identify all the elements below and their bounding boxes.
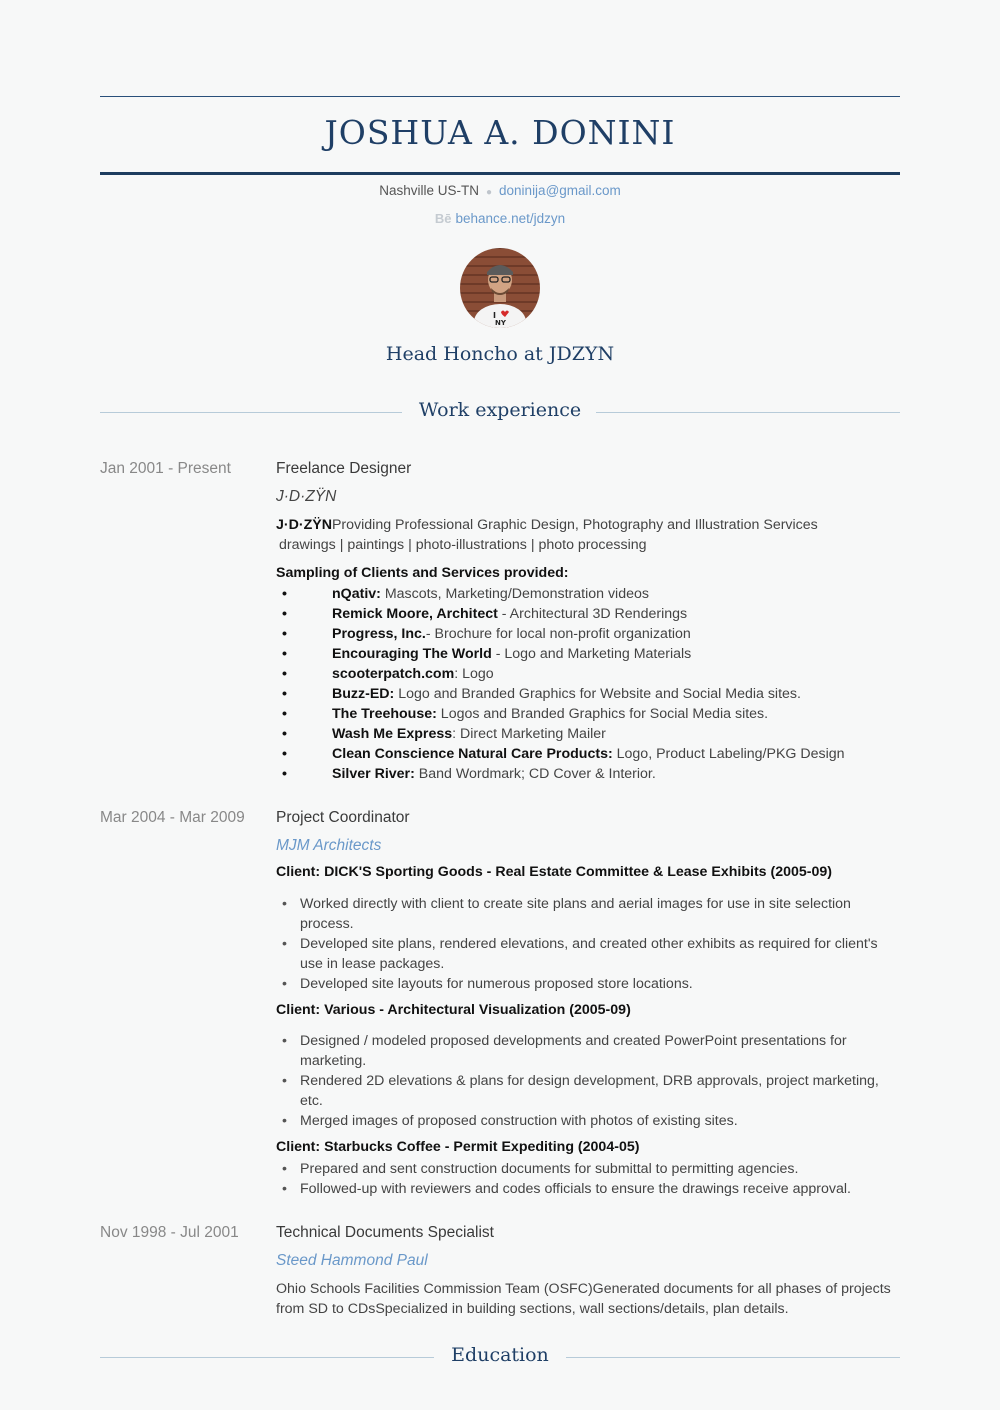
list-item (276, 764, 900, 784)
client-desc: Logos and Branded Graphics for Social Media sites. (436, 706, 769, 722)
intro-text: Providing Professional Graphic Design, Photography and Illustration Services (331, 517, 818, 533)
bullet-list (276, 1159, 900, 1199)
client-name: Buzz-ED: (332, 686, 395, 702)
email-link[interactable]: doninija@gmail.com (499, 183, 621, 198)
client-desc: Logo and Branded Graphics for Website and Social Media sites. (394, 686, 801, 702)
list-item (276, 624, 900, 644)
client-desc: - Architectural 3D Renderings (497, 606, 688, 622)
job-date: Mar 2004 - Mar 2009 (100, 809, 245, 826)
client-name: Clean Conscience Natural Care Products: (332, 746, 613, 762)
list-item (276, 684, 900, 704)
client-name: Wash Me Express (332, 726, 453, 742)
client-name: Silver River: (332, 766, 415, 782)
section-rule-right (596, 412, 900, 413)
job-company: J·D·ZŸN (276, 488, 337, 505)
client-desc: Logo, Product Labeling/PKG Design (612, 746, 845, 762)
list-item (276, 664, 900, 684)
client-desc: Band Wordmark; CD Cover & Interior. (414, 766, 656, 782)
behance-line (0, 211, 1000, 226)
list-item: • Rendered 2D elevations & plans for design development, DRB approvals, project marketing, etc. (276, 1071, 900, 1111)
svg-text:I: I (493, 311, 496, 320)
job-title: Project Coordinator (276, 809, 410, 826)
client-desc: - Logo and Marketing Materials (491, 646, 692, 662)
behance-link[interactable]: behance.net/jdzyn (455, 211, 566, 226)
client-desc: : Logo (454, 666, 494, 682)
header-top-rule (100, 96, 900, 97)
clients-heading: Sampling of Clients and Services provided: (276, 565, 569, 581)
job-title: Freelance Designer (276, 460, 412, 477)
client-list (276, 584, 900, 784)
behance-icon: Bē (434, 211, 452, 226)
bullet-list (276, 894, 900, 994)
job-title: Technical Documents Specialist (276, 1224, 494, 1241)
education-heading (100, 1342, 900, 1372)
work-experience-heading (100, 397, 900, 427)
headline: Head Honcho at JDZYN (385, 343, 615, 365)
svg-text:NY: NY (495, 319, 506, 327)
intro-line-2: drawings | paintings | photo-illustrations | photo processing (279, 537, 647, 553)
section-title: Work experience (418, 399, 582, 421)
client-heading: Client: Various - Architectural Visualization (2005-09) (276, 1002, 631, 1018)
intro-brand: J·D·ZŸN (276, 517, 332, 533)
job-company[interactable]: Steed Hammond Paul (276, 1252, 428, 1269)
client-name: scooterpatch.com (332, 666, 455, 682)
list-item: • Merged images of proposed construction with photos of existing sites. (276, 1111, 900, 1131)
list-item (276, 744, 900, 764)
job-intro (276, 515, 900, 555)
list-item: • Worked directly with client to create site plans and aerial images for use in site selection process. (276, 894, 900, 934)
client-name: Progress, Inc. (332, 626, 426, 642)
client-name: The Treehouse: (332, 706, 437, 722)
job-date: Nov 1998 - Jul 2001 (100, 1224, 239, 1241)
list-item (276, 644, 900, 664)
client-desc: Mascots, Marketing/Demonstration videos (380, 586, 649, 602)
candidate-name: JOSHUA A. DONINI (324, 113, 676, 152)
client-desc: - Brochure for local non-profit organization (425, 626, 691, 642)
avatar (460, 248, 540, 328)
contact-line (0, 183, 1000, 198)
profile-photo-icon (460, 248, 540, 328)
client-name: Remick Moore, Architect (332, 606, 498, 622)
location: Nashville US-TN (379, 183, 479, 198)
job-date: Jan 2001 - Present (100, 460, 231, 477)
list-item: • Followed-up with reviewers and codes officials to ensure the drawings receive approval. (276, 1179, 900, 1199)
client-name: Encouraging The World (332, 646, 492, 662)
section-rule-right (566, 1357, 900, 1358)
separator-dot-icon: ● (485, 187, 493, 198)
section-title: Education (451, 1344, 549, 1366)
list-item: • Designed / modeled proposed developments and created PowerPoint presentations for marketing. (276, 1031, 900, 1071)
bullet-list (276, 1031, 900, 1131)
list-item (276, 724, 900, 744)
list-item (276, 604, 900, 624)
job-company[interactable]: MJM Architects (276, 837, 382, 854)
client-heading: Client: Starbucks Coffee - Permit Expediting (2004-05) (276, 1139, 640, 1155)
header-bottom-rule (100, 172, 900, 175)
list-item: • Prepared and sent construction documents for submittal to permitting agencies. (276, 1159, 900, 1179)
list-item: • Developed site plans, rendered elevations, and created other exhibits as required for client's use in lease packages. (276, 934, 900, 974)
client-heading: Client: DICK'S Sporting Goods - Real Estate Committee & Lease Exhibits (2005-09) (276, 864, 833, 880)
client-desc: : Direct Marketing Mailer (452, 726, 606, 742)
job-description: Ohio Schools Facilities Commission Team (OSFC)Generated documents for all phases of projects from SD to CDsSpecialized in building sections, wall sections/details, plan details. (276, 1281, 891, 1317)
client-name: nQativ: (332, 586, 381, 602)
list-item: • Developed site layouts for numerous proposed store locations. (276, 974, 900, 994)
list-item (276, 584, 900, 604)
list-item (276, 704, 900, 724)
